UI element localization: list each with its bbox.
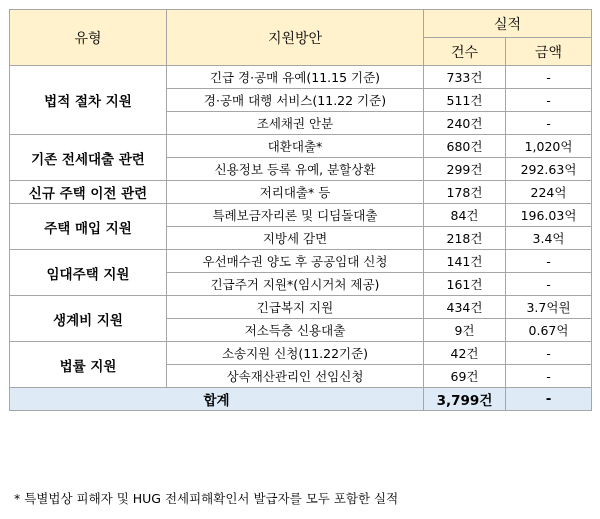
category-cell: 법적 절차 지원 <box>10 66 167 135</box>
table-row <box>10 250 592 273</box>
plan-cell: 긴급복지 지원 <box>167 296 424 319</box>
amount-cell: 292.63억 <box>506 158 592 181</box>
total-amount: - <box>506 388 592 411</box>
amount-cell: 0.67억 <box>506 319 592 342</box>
count-cell: 84건 <box>424 204 506 227</box>
amount-cell: 224억 <box>506 181 592 204</box>
plan-cell: 특례보금자리론 및 디딤돌대출 <box>167 204 424 227</box>
count-cell: 680건 <box>424 135 506 158</box>
total-count: 3,799건 <box>424 388 506 411</box>
table-row <box>10 66 592 89</box>
count-cell: 511건 <box>424 89 506 112</box>
plan-cell: 긴급 경·공매 유예(11.15 기준) <box>167 66 424 89</box>
count-cell: 733건 <box>424 66 506 89</box>
table-row <box>10 181 592 204</box>
amount-cell: 1,020억 <box>506 135 592 158</box>
plan-cell: 저리대출* 등 <box>167 181 424 204</box>
plan-cell: 대환대출* <box>167 135 424 158</box>
table-body <box>10 66 592 411</box>
category-cell: 주택 매입 지원 <box>10 204 167 250</box>
count-cell: 161건 <box>424 273 506 296</box>
header-results: 실적 <box>424 10 592 38</box>
count-cell: 299건 <box>424 158 506 181</box>
count-cell: 9건 <box>424 319 506 342</box>
category-cell: 임대주택 지원 <box>10 250 167 296</box>
category-cell: 신규 주택 이전 관련 <box>10 181 167 204</box>
count-cell: 218건 <box>424 227 506 250</box>
plan-cell: 조세채권 안분 <box>167 112 424 135</box>
amount-cell: - <box>506 89 592 112</box>
count-cell: 141건 <box>424 250 506 273</box>
plan-cell: 지방세 감면 <box>167 227 424 250</box>
header-type: 유형 <box>10 10 167 66</box>
total-row <box>10 388 592 411</box>
category-cell: 기존 전세대출 관련 <box>10 135 167 181</box>
header-amount: 금액 <box>506 38 592 66</box>
table-row <box>10 135 592 158</box>
amount-cell: - <box>506 273 592 296</box>
category-cell: 법률 지원 <box>10 342 167 388</box>
amount-cell: - <box>506 250 592 273</box>
amount-cell: 3.7억원 <box>506 296 592 319</box>
amount-cell: - <box>506 66 592 89</box>
plan-cell: 긴급주거 지원*(임시거처 제공) <box>167 273 424 296</box>
plan-cell: 우선매수권 양도 후 공공임대 신청 <box>167 250 424 273</box>
plan-cell: 저소득층 신용대출 <box>167 319 424 342</box>
count-cell: 434건 <box>424 296 506 319</box>
amount-cell: - <box>506 342 592 365</box>
plan-cell: 신용정보 등록 유예, 분할상환 <box>167 158 424 181</box>
footnote: * 특별법상 피해자 및 HUG 전세피해확인서 발급자를 모두 포함한 실적 <box>14 491 399 506</box>
count-cell: 42건 <box>424 342 506 365</box>
amount-cell: 3.4억 <box>506 227 592 250</box>
table-row <box>10 204 592 227</box>
amount-cell: - <box>506 365 592 388</box>
plan-cell: 소송지원 신청(11.22기준) <box>167 342 424 365</box>
plan-cell: 상속재산관리인 선임신청 <box>167 365 424 388</box>
count-cell: 69건 <box>424 365 506 388</box>
plan-cell: 경·공매 대행 서비스(11.22 기준) <box>167 89 424 112</box>
support-results-table <box>9 9 592 411</box>
count-cell: 240건 <box>424 112 506 135</box>
table-row <box>10 342 592 365</box>
header-count: 건수 <box>424 38 506 66</box>
count-cell: 178건 <box>424 181 506 204</box>
category-cell: 생계비 지원 <box>10 296 167 342</box>
amount-cell: 196.03억 <box>506 204 592 227</box>
table-row <box>10 296 592 319</box>
header-plan: 지원방안 <box>167 10 424 66</box>
total-label: 합계 <box>10 388 424 411</box>
amount-cell: - <box>506 112 592 135</box>
